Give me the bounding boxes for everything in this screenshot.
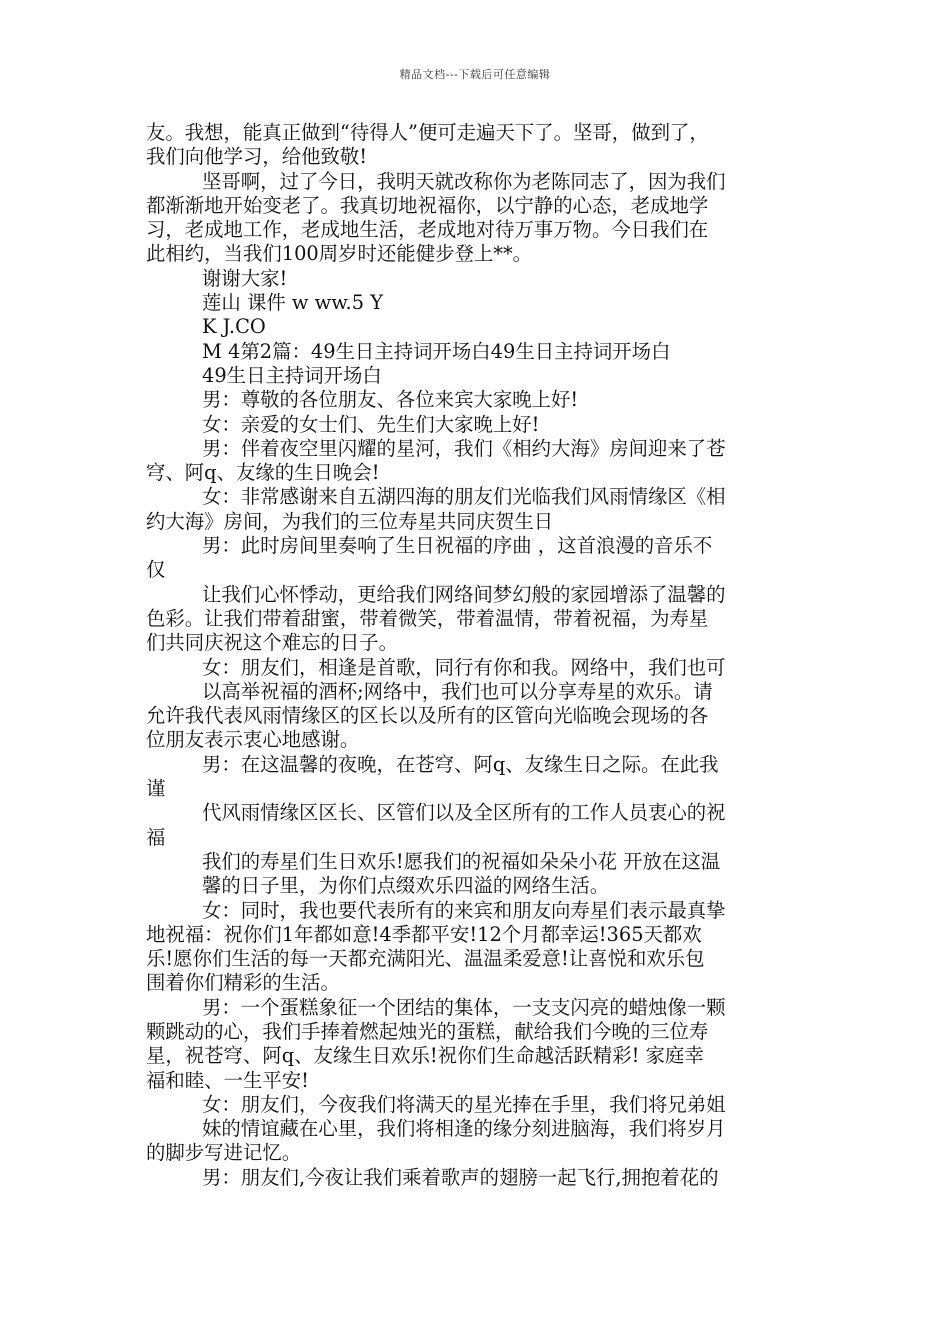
text-line: 仅 [146,558,166,582]
text-line: 习，老成地工作，老成地生活，老成地对待万事万物。今日我们在 [146,218,709,242]
text-line: 妹的情谊藏在心里，我们将相逢的缘分刻进脑海，我们将岁月 [202,1117,726,1141]
text-line: 男：朋友们,今夜让我们乘着歌声的翅膀一起飞行,拥抱着花的 [202,1165,719,1189]
text-line: 女：亲爱的女士们、先生们大家晚上好! [202,412,540,436]
text-line: 我们的寿星们生日欢乐!愿我们的祝福如朵朵小花 开放在这温 [202,849,721,873]
text-line: 友。我想，能真正做到“待得人”便可走遍天下了。坚哥，做到了， [146,121,709,144]
text-line: 福 [146,825,166,849]
text-line: 谨 [146,777,166,801]
text-line: 谢谢大家! [202,266,288,290]
document-body [146,121,808,1190]
text-line: 们共同庆祝这个难忘的日子。 [146,631,399,655]
text-line: K J.CO [202,315,266,339]
text-line: 乐!愿你们生活的每一天都充满阳光、温温柔爱意!让喜悦和欢乐包 [146,947,705,971]
text-line: 围着你们精彩的生活。 [146,971,340,995]
text-line: 男：此时房间里奏响了生日祝福的序曲 ，这首浪漫的音乐不 [202,534,713,558]
text-line: 男：尊敬的各位朋友、各位来宾大家晚上好! [202,388,579,412]
text-line: 此相约，当我们100周岁时还能健步登上**。 [146,242,533,266]
text-line: 我们向他学习，给他致敬! [146,145,368,169]
text-line: 颗跳动的心，我们手捧着燃起烛光的蛋糕，献给我们今晚的三位寿 [146,1019,709,1043]
text-line: 馨的日子里，为你们点缀欢乐四溢的网络生活。 [202,874,610,898]
text-line: 色彩。让我们带着甜蜜，带着微笑，带着温情，带着祝福，为寿星 [146,606,709,630]
text-line: 以高举祝福的酒杯;网络中，我们也可以分享寿星的欢乐。请 [202,679,713,703]
text-line: 约大海》房间，为我们的三位寿星共同庆贺生日 [146,509,554,533]
text-line: 男：在这温馨的夜晚，在苍穹、阿q、友缘生日之际。在此我 [202,752,719,776]
text-line: 都渐渐地开始变老了。我真切地祝福你，以宁静的心态，老成地学 [146,193,709,217]
text-line: 莲山 课件 w ww.5 Y [202,291,384,315]
text-line: 让我们心怀悸动，更给我们网络间梦幻般的家园增添了温馨的 [202,582,726,606]
text-line: 允许我代表风雨情缘区的区长以及所有的区管向光临晚会现场的各 [146,704,709,728]
page-header: 精品文档---下载后可任意编辑 [399,68,551,81]
text-line: 位朋友表示衷心地感谢。 [146,728,360,752]
text-line: 女：朋友们，相逢是首歌，同行有你和我。网络中，我们也可 [202,655,726,679]
text-line: 地祝福：祝你们1年都如意!4季都平安!12个月都幸运!365天都欢 [146,922,702,946]
text-line: 的脚步写进记忆。 [146,1141,302,1165]
text-line: M 4第2篇：49生日主持词开场白49生日主持词开场白 [202,339,671,363]
text-line: 女：同时，我也要代表所有的来宾和朋友向寿星们表示最真挚 [202,898,726,922]
text-line: 男：伴着夜空里闪耀的星河，我们《相约大海》房间迎来了苍 [202,436,726,460]
text-line: 坚哥啊，过了今日，我明天就改称你为老陈同志了，因为我们 [202,169,726,193]
text-line: 49生日主持词开场白 [202,363,382,387]
text-line: 代风雨情缘区区长、区管们以及全区所有的工作人员衷心的祝 [202,801,726,825]
text-line: 福和睦、一生平安! [146,1068,309,1092]
text-line: 穹、阿q、友缘的生日晚会! [146,461,380,485]
text-line: 星，祝苍穹、阿q、友缘生日欢乐!祝你们生命越活跃精彩! 家庭幸 [146,1044,704,1068]
text-line: 男：一个蛋糕象征一个团结的集体，一支支闪亮的蜡烛像一颗 [202,995,726,1019]
text-line: 女：非常感谢来自五湖四海的朋友们光临我们风雨情缘区《相 [202,485,726,509]
text-line: 女：朋友们，今夜我们将满天的星光捧在手里，我们将兄弟姐 [202,1092,726,1116]
